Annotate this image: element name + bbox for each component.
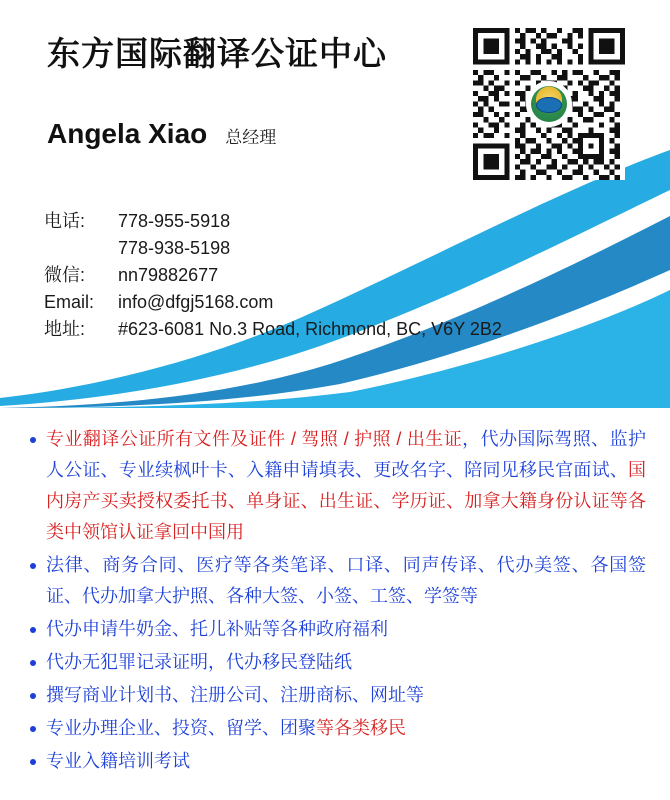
address-label: 地址:: [44, 319, 86, 339]
wechat-value: nn79882677: [118, 265, 219, 285]
service-text-segment: 专业翻译公证所有文件及证件 / 驾照 / 护照 / 出生证: [46, 429, 463, 449]
service-item: [24, 550, 646, 612]
service-text-segment: 专业入籍培训考试: [46, 751, 190, 771]
wechat-label: 微信:: [44, 265, 86, 285]
phone-value-1: 778-955-5918: [118, 211, 231, 231]
service-text-segment: 法律、商务合同、医疗等各类笔译、口译、同声传译、代办美签、各国签证、代办加拿大护照、各种大签、小签、工签、学签等: [46, 555, 646, 606]
address-value: #623-6081 No.3 Road, Richmond, BC, V6Y 2B2: [118, 319, 502, 339]
person-title: 总经理: [225, 128, 277, 147]
service-item: [24, 713, 646, 744]
wechat-line: [44, 262, 502, 289]
company-name: 东方国际翻译公证中心: [47, 35, 387, 72]
service-item: [24, 647, 646, 678]
service-item: [24, 680, 646, 711]
service-item: [24, 614, 646, 645]
globe-icon: [536, 97, 562, 113]
phone-line-1: [44, 208, 502, 235]
service-text-segment: 国内房产买卖授权委托书、单身证、出生证、学历证、加拿大籍身份认证等各类中领馆认证拿回中国用: [46, 460, 646, 542]
qr-center-logo-icon: [526, 81, 572, 127]
qr-logo-emblem: [531, 86, 567, 122]
email-line: [44, 289, 502, 316]
service-text-segment: 专业办理企业、投资、留学、团聚: [46, 718, 316, 738]
email-value: info@dfgj5168.com: [118, 292, 274, 312]
address-line: [44, 316, 502, 343]
contact-block: [44, 208, 502, 343]
service-item: [24, 746, 646, 777]
service-text-segment: 等各类移民: [316, 718, 406, 738]
services-list: [0, 412, 670, 779]
service-text-segment: 代办申请牛奶金、托儿补贴等各种政府福利: [46, 619, 388, 639]
service-item: [24, 424, 646, 548]
phone-value-2: 778-938-5198: [118, 238, 231, 258]
phone-line-2: [44, 235, 502, 262]
person-name: Angela Xiao: [47, 118, 208, 149]
service-text-segment: 撰写商业计划书、注册公司、注册商标、网址等: [46, 685, 424, 705]
person-info: [47, 118, 276, 150]
qr-code-icon[interactable]: [473, 28, 625, 180]
phone-label: 电话:: [44, 211, 86, 231]
email-label: Email:: [44, 292, 95, 312]
service-text-segment: ，代办国际驾照、监护人公证、专业续枫叶卡、入籍申请填表、更改名字、陪同见移民官面试、: [46, 429, 646, 480]
service-text-segment: 代办无犯罪记录证明，代办移民登陆纸: [46, 652, 352, 672]
